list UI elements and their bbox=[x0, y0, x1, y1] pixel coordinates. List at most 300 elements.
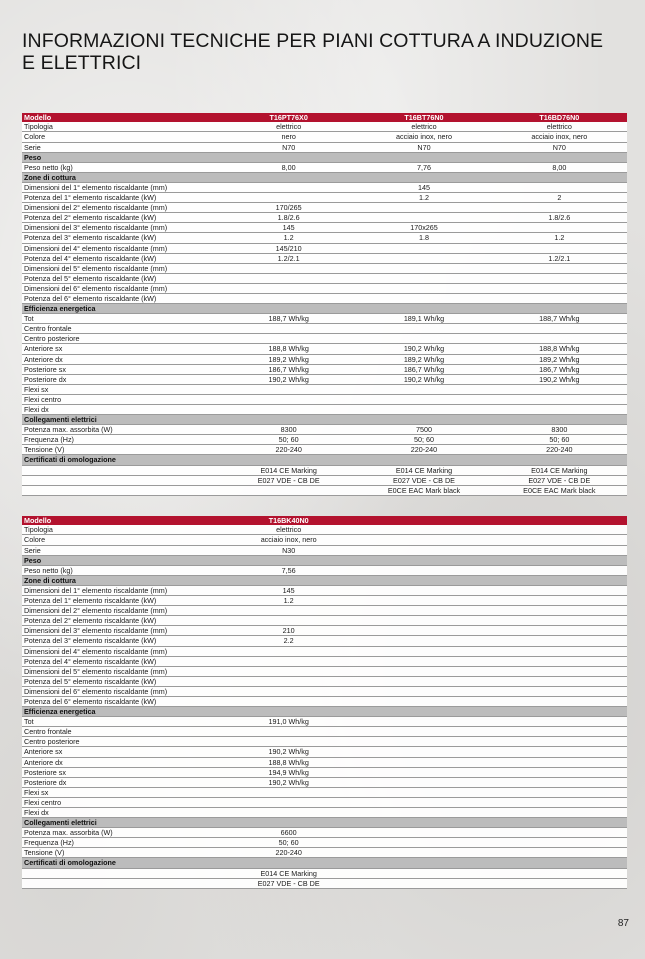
cell-value bbox=[221, 858, 356, 868]
row-label: Dimensioni del 3° elemento riscaldante (mm) bbox=[22, 626, 221, 636]
row-label: Frequenza (Hz) bbox=[22, 435, 221, 445]
table-row bbox=[22, 636, 627, 646]
cell-value: N70 bbox=[356, 142, 491, 152]
row-label: Certificati di omologazione bbox=[22, 455, 221, 465]
row-label: Flexi sx bbox=[22, 787, 221, 797]
row-label: Peso netto (kg) bbox=[22, 565, 221, 575]
cell-value bbox=[356, 555, 491, 565]
page-title bbox=[22, 30, 622, 74]
table-row bbox=[22, 273, 627, 283]
table-row bbox=[22, 828, 627, 838]
table-row bbox=[22, 808, 627, 818]
cell-value bbox=[221, 707, 356, 717]
column-header-model: T16BT76N0 bbox=[356, 113, 491, 122]
cell-value bbox=[221, 555, 356, 565]
cell-value bbox=[492, 585, 627, 595]
cell-value bbox=[356, 808, 491, 818]
column-header-model bbox=[492, 516, 627, 525]
cell-value bbox=[492, 415, 627, 425]
cell-value bbox=[356, 878, 491, 888]
row-label: Efficienza energetica bbox=[22, 304, 221, 314]
table-row bbox=[22, 747, 627, 757]
spec-table-2 bbox=[22, 516, 627, 889]
cell-value bbox=[492, 405, 627, 415]
row-label: Potenza del 2° elemento riscaldante (kW) bbox=[22, 213, 221, 223]
cell-value: E0CE EAC Mark black bbox=[356, 485, 491, 495]
table-row bbox=[22, 203, 627, 213]
cell-value bbox=[356, 585, 491, 595]
table-row bbox=[22, 545, 627, 555]
cell-value bbox=[221, 727, 356, 737]
table-row bbox=[22, 435, 627, 445]
cell-value: 50; 60 bbox=[221, 435, 356, 445]
row-label: Potenza del 6° elemento riscaldante (kW) bbox=[22, 696, 221, 706]
cell-value: E027 VDE - CB DE bbox=[492, 475, 627, 485]
cell-value bbox=[221, 696, 356, 706]
row-label: Zone di cottura bbox=[22, 575, 221, 585]
cell-value bbox=[492, 696, 627, 706]
cell-value bbox=[356, 626, 491, 636]
row-label: Dimensioni del 4° elemento riscaldante (mm) bbox=[22, 646, 221, 656]
cell-value bbox=[221, 485, 356, 495]
table-row bbox=[22, 787, 627, 797]
cell-value bbox=[356, 686, 491, 696]
cell-value: 189,2 Wh/kg bbox=[492, 354, 627, 364]
cell-value bbox=[356, 283, 491, 293]
row-label: Posteriore dx bbox=[22, 374, 221, 384]
cell-value bbox=[356, 858, 491, 868]
cell-value bbox=[221, 182, 356, 192]
row-label: Potenza del 6° elemento riscaldante (kW) bbox=[22, 293, 221, 303]
table-row bbox=[22, 646, 627, 656]
row-label: Dimensioni del 6° elemento riscaldante (mm) bbox=[22, 283, 221, 293]
cell-value: 188,7 Wh/kg bbox=[221, 314, 356, 324]
row-label: Dimensioni del 1° elemento riscaldante (mm) bbox=[22, 182, 221, 192]
table-row bbox=[22, 283, 627, 293]
table-row bbox=[22, 162, 627, 172]
cell-value bbox=[492, 545, 627, 555]
cell-value: 188,8 Wh/kg bbox=[221, 757, 356, 767]
cell-value bbox=[356, 253, 491, 263]
cell-value bbox=[356, 616, 491, 626]
column-header-model: T16BD76N0 bbox=[492, 113, 627, 122]
cell-value bbox=[492, 525, 627, 535]
row-label: Serie bbox=[22, 142, 221, 152]
table-row bbox=[22, 777, 627, 787]
cell-value bbox=[492, 283, 627, 293]
table-row bbox=[22, 374, 627, 384]
cell-value: 8300 bbox=[221, 425, 356, 435]
row-label: Dimensioni del 2° elemento riscaldante (mm) bbox=[22, 606, 221, 616]
row-label: Colore bbox=[22, 535, 221, 545]
cell-value: 186,7 Wh/kg bbox=[221, 364, 356, 374]
cell-value: 1.2/2.1 bbox=[492, 253, 627, 263]
row-label: Anteriore sx bbox=[22, 344, 221, 354]
cell-value bbox=[492, 848, 627, 858]
row-label: Potenza max. assorbita (W) bbox=[22, 828, 221, 838]
cell-value bbox=[492, 747, 627, 757]
row-label: Posteriore sx bbox=[22, 767, 221, 777]
cell-value: 50; 60 bbox=[492, 435, 627, 445]
cell-value: N30 bbox=[221, 545, 356, 555]
table-row bbox=[22, 535, 627, 545]
cell-value bbox=[492, 858, 627, 868]
table-row bbox=[22, 616, 627, 626]
cell-value bbox=[492, 676, 627, 686]
column-header-label: Modello bbox=[22, 516, 221, 525]
cell-value: 8,00 bbox=[221, 162, 356, 172]
cell-value: 1.2 bbox=[356, 193, 491, 203]
table-row bbox=[22, 475, 627, 485]
cell-value: 1.2 bbox=[492, 233, 627, 243]
cell-value: 1.2 bbox=[221, 233, 356, 243]
cell-value: N70 bbox=[492, 142, 627, 152]
table-row bbox=[22, 314, 627, 324]
table-row bbox=[22, 253, 627, 263]
row-label: Serie bbox=[22, 545, 221, 555]
cell-value: 1.8/2.6 bbox=[492, 213, 627, 223]
cell-value bbox=[356, 787, 491, 797]
cell-value bbox=[492, 182, 627, 192]
cell-value bbox=[221, 686, 356, 696]
cell-value bbox=[492, 727, 627, 737]
cell-value bbox=[356, 455, 491, 465]
row-label: Centro frontale bbox=[22, 727, 221, 737]
cell-value bbox=[356, 263, 491, 273]
cell-value bbox=[221, 152, 356, 162]
cell-value: E014 CE Marking bbox=[221, 868, 356, 878]
table-row bbox=[22, 465, 627, 475]
cell-value: 1.2 bbox=[221, 596, 356, 606]
cell-value: 189,2 Wh/kg bbox=[221, 354, 356, 364]
row-label: Centro posteriore bbox=[22, 737, 221, 747]
cell-value bbox=[356, 535, 491, 545]
table-row bbox=[22, 394, 627, 404]
cell-value bbox=[221, 273, 356, 283]
cell-value bbox=[356, 525, 491, 535]
cell-value: 7,76 bbox=[356, 162, 491, 172]
row-label: Peso bbox=[22, 152, 221, 162]
cell-value: E014 CE Marking bbox=[221, 465, 356, 475]
cell-value: elettrico bbox=[356, 122, 491, 132]
cell-value: E027 VDE - CB DE bbox=[356, 475, 491, 485]
cell-value: acciaio inox, nero bbox=[221, 535, 356, 545]
section-header-row bbox=[22, 304, 627, 314]
table-row bbox=[22, 848, 627, 858]
cell-value bbox=[356, 838, 491, 848]
row-label: Potenza del 3° elemento riscaldante (kW) bbox=[22, 233, 221, 243]
cell-value bbox=[221, 334, 356, 344]
cell-value bbox=[492, 293, 627, 303]
cell-value: 188,8 Wh/kg bbox=[221, 344, 356, 354]
table-row bbox=[22, 132, 627, 142]
cell-value: 145 bbox=[221, 585, 356, 595]
cell-value: 190,2 Wh/kg bbox=[356, 374, 491, 384]
cell-value: elettrico bbox=[492, 122, 627, 132]
cell-value bbox=[356, 203, 491, 213]
cell-value: E027 VDE - CB DE bbox=[221, 475, 356, 485]
cell-value bbox=[492, 737, 627, 747]
cell-value: 190,2 Wh/kg bbox=[221, 374, 356, 384]
row-label: Efficienza energetica bbox=[22, 707, 221, 717]
cell-value: 190,2 Wh/kg bbox=[492, 374, 627, 384]
cell-value bbox=[492, 878, 627, 888]
row-label: Zone di cottura bbox=[22, 172, 221, 182]
cell-value: 188,7 Wh/kg bbox=[492, 314, 627, 324]
cell-value bbox=[356, 848, 491, 858]
cell-value bbox=[492, 535, 627, 545]
cell-value bbox=[356, 717, 491, 727]
cell-value bbox=[492, 243, 627, 253]
column-header-model: T16PT76X0 bbox=[221, 113, 356, 122]
cell-value: E027 VDE - CB DE bbox=[221, 878, 356, 888]
cell-value: 145 bbox=[221, 223, 356, 233]
cell-value bbox=[356, 606, 491, 616]
cell-value bbox=[492, 596, 627, 606]
cell-value bbox=[221, 616, 356, 626]
cell-value bbox=[492, 223, 627, 233]
cell-value bbox=[492, 172, 627, 182]
row-label: Collegamenti elettrici bbox=[22, 415, 221, 425]
cell-value bbox=[356, 757, 491, 767]
row-label: Frequenza (Hz) bbox=[22, 838, 221, 848]
cell-value bbox=[356, 384, 491, 394]
cell-value bbox=[492, 707, 627, 717]
cell-value bbox=[492, 394, 627, 404]
cell-value bbox=[492, 606, 627, 616]
section-header-row bbox=[22, 555, 627, 565]
cell-value bbox=[356, 565, 491, 575]
row-label: Potenza max. assorbita (W) bbox=[22, 425, 221, 435]
cell-value bbox=[221, 666, 356, 676]
row-label: Flexi dx bbox=[22, 808, 221, 818]
cell-value bbox=[221, 283, 356, 293]
row-label: Potenza del 5° elemento riscaldante (kW) bbox=[22, 273, 221, 283]
cell-value bbox=[356, 172, 491, 182]
row-label: Certificati di omologazione bbox=[22, 858, 221, 868]
row-label bbox=[22, 465, 221, 475]
cell-value bbox=[492, 646, 627, 656]
table-row bbox=[22, 717, 627, 727]
row-label: Potenza del 4° elemento riscaldante (kW) bbox=[22, 656, 221, 666]
cell-value bbox=[356, 737, 491, 747]
section-header-row bbox=[22, 707, 627, 717]
row-label bbox=[22, 878, 221, 888]
table-row bbox=[22, 757, 627, 767]
row-label: Tipologia bbox=[22, 525, 221, 535]
cell-value: 189,2 Wh/kg bbox=[356, 354, 491, 364]
cell-value: elettrico bbox=[221, 122, 356, 132]
row-label: Anteriore sx bbox=[22, 747, 221, 757]
cell-value bbox=[356, 828, 491, 838]
section-header-row bbox=[22, 152, 627, 162]
cell-value bbox=[221, 808, 356, 818]
cell-value bbox=[492, 555, 627, 565]
cell-value bbox=[492, 656, 627, 666]
cell-value bbox=[356, 868, 491, 878]
row-label: Collegamenti elettrici bbox=[22, 818, 221, 828]
cell-value bbox=[356, 818, 491, 828]
cell-value bbox=[221, 455, 356, 465]
row-label: Dimensioni del 1° elemento riscaldante (mm) bbox=[22, 585, 221, 595]
cell-value bbox=[356, 575, 491, 585]
row-label bbox=[22, 475, 221, 485]
cell-value bbox=[492, 626, 627, 636]
table-row bbox=[22, 384, 627, 394]
row-label: Anteriore dx bbox=[22, 757, 221, 767]
cell-value: 191,0 Wh/kg bbox=[221, 717, 356, 727]
table-row bbox=[22, 142, 627, 152]
cell-value bbox=[492, 717, 627, 727]
cell-value bbox=[356, 797, 491, 807]
column-header-label: Modello bbox=[22, 113, 221, 122]
cell-value bbox=[492, 575, 627, 585]
cell-value: 1.2/2.1 bbox=[221, 253, 356, 263]
cell-value: 2.2 bbox=[221, 636, 356, 646]
table-row bbox=[22, 585, 627, 595]
cell-value bbox=[221, 172, 356, 182]
cell-value: N70 bbox=[221, 142, 356, 152]
cell-value: 6600 bbox=[221, 828, 356, 838]
column-header-model: T16BK40N0 bbox=[221, 516, 356, 525]
table-row bbox=[22, 676, 627, 686]
row-label: Centro frontale bbox=[22, 324, 221, 334]
cell-value: 170/265 bbox=[221, 203, 356, 213]
cell-value bbox=[492, 565, 627, 575]
table-row bbox=[22, 626, 627, 636]
row-label: Posteriore sx bbox=[22, 364, 221, 374]
cell-value: E014 CE Marking bbox=[492, 465, 627, 475]
cell-value bbox=[492, 666, 627, 676]
cell-value: 7,56 bbox=[221, 565, 356, 575]
cell-value bbox=[221, 263, 356, 273]
cell-value bbox=[492, 384, 627, 394]
cell-value: acciaio inox, nero bbox=[356, 132, 491, 142]
row-label: Tipologia bbox=[22, 122, 221, 132]
cell-value bbox=[221, 304, 356, 314]
row-label bbox=[22, 485, 221, 495]
section-header-row bbox=[22, 575, 627, 585]
table-row bbox=[22, 737, 627, 747]
column-header-model bbox=[356, 516, 491, 525]
row-label: Potenza del 2° elemento riscaldante (kW) bbox=[22, 616, 221, 626]
cell-value bbox=[356, 777, 491, 787]
cell-value bbox=[356, 707, 491, 717]
cell-value: 189,1 Wh/kg bbox=[356, 314, 491, 324]
cell-value bbox=[492, 636, 627, 646]
cell-value bbox=[492, 304, 627, 314]
cell-value bbox=[492, 868, 627, 878]
cell-value: 190,2 Wh/kg bbox=[221, 777, 356, 787]
cell-value bbox=[356, 646, 491, 656]
row-label: Potenza del 5° elemento riscaldante (kW) bbox=[22, 676, 221, 686]
cell-value bbox=[356, 636, 491, 646]
table-row bbox=[22, 656, 627, 666]
cell-value bbox=[221, 415, 356, 425]
cell-value: 190,2 Wh/kg bbox=[356, 344, 491, 354]
table-row bbox=[22, 223, 627, 233]
cell-value: 220-240 bbox=[221, 445, 356, 455]
cell-value bbox=[221, 787, 356, 797]
cell-value: 188,8 Wh/kg bbox=[492, 344, 627, 354]
cell-value: E0CE EAC Mark black bbox=[492, 485, 627, 495]
section-header-row bbox=[22, 858, 627, 868]
table-row bbox=[22, 122, 627, 132]
cell-value bbox=[221, 606, 356, 616]
cell-value: 2 bbox=[492, 193, 627, 203]
row-label: Dimensioni del 6° elemento riscaldante (mm) bbox=[22, 686, 221, 696]
row-label: Centro posteriore bbox=[22, 334, 221, 344]
cell-value bbox=[356, 324, 491, 334]
table-row bbox=[22, 425, 627, 435]
page-title-line-1: INFORMAZIONI TECNICHE PER PIANI COTTURA A INDUZIONE bbox=[22, 30, 604, 52]
cell-value: 220-240 bbox=[221, 848, 356, 858]
cell-value bbox=[221, 575, 356, 585]
row-label: Posteriore dx bbox=[22, 777, 221, 787]
cell-value bbox=[492, 767, 627, 777]
cell-value: elettrico bbox=[221, 525, 356, 535]
table-header-row bbox=[22, 516, 627, 525]
cell-value bbox=[356, 334, 491, 344]
cell-value: 1.8 bbox=[356, 233, 491, 243]
cell-value bbox=[356, 747, 491, 757]
cell-value: 194,9 Wh/kg bbox=[221, 767, 356, 777]
cell-value: E014 CE Marking bbox=[356, 465, 491, 475]
table-row bbox=[22, 182, 627, 192]
cell-value: 220-240 bbox=[356, 445, 491, 455]
row-label: Tensione (V) bbox=[22, 848, 221, 858]
row-label: Dimensioni del 5° elemento riscaldante (mm) bbox=[22, 666, 221, 676]
row-label: Flexi sx bbox=[22, 384, 221, 394]
cell-value bbox=[492, 757, 627, 767]
table-row bbox=[22, 354, 627, 364]
table-row bbox=[22, 405, 627, 415]
section-header-row bbox=[22, 818, 627, 828]
cell-value bbox=[492, 152, 627, 162]
table-row bbox=[22, 364, 627, 374]
cell-value bbox=[221, 193, 356, 203]
cell-value bbox=[356, 405, 491, 415]
cell-value: 50; 60 bbox=[356, 435, 491, 445]
cell-value bbox=[356, 243, 491, 253]
row-label: Dimensioni del 2° elemento riscaldante (mm) bbox=[22, 203, 221, 213]
row-label: Potenza del 1° elemento riscaldante (kW) bbox=[22, 193, 221, 203]
row-label: Tot bbox=[22, 717, 221, 727]
page-title-line-2: E ELETTRICI bbox=[22, 52, 142, 74]
cell-value: acciaio inox, nero bbox=[492, 132, 627, 142]
cell-value: 170x265 bbox=[356, 223, 491, 233]
table-header-row bbox=[22, 113, 627, 122]
cell-value bbox=[356, 666, 491, 676]
row-label: Peso bbox=[22, 555, 221, 565]
cell-value bbox=[492, 203, 627, 213]
row-label: Peso netto (kg) bbox=[22, 162, 221, 172]
row-label: Tot bbox=[22, 314, 221, 324]
cell-value: 190,2 Wh/kg bbox=[221, 747, 356, 757]
cell-value bbox=[221, 818, 356, 828]
section-header-row bbox=[22, 415, 627, 425]
cell-value: 186,7 Wh/kg bbox=[356, 364, 491, 374]
cell-value: 50; 60 bbox=[221, 838, 356, 848]
cell-value bbox=[356, 676, 491, 686]
cell-value: 8,00 bbox=[492, 162, 627, 172]
cell-value bbox=[356, 293, 491, 303]
table-row bbox=[22, 727, 627, 737]
cell-value bbox=[492, 273, 627, 283]
table-row bbox=[22, 838, 627, 848]
row-label: Dimensioni del 5° elemento riscaldante (mm) bbox=[22, 263, 221, 273]
cell-value bbox=[356, 152, 491, 162]
